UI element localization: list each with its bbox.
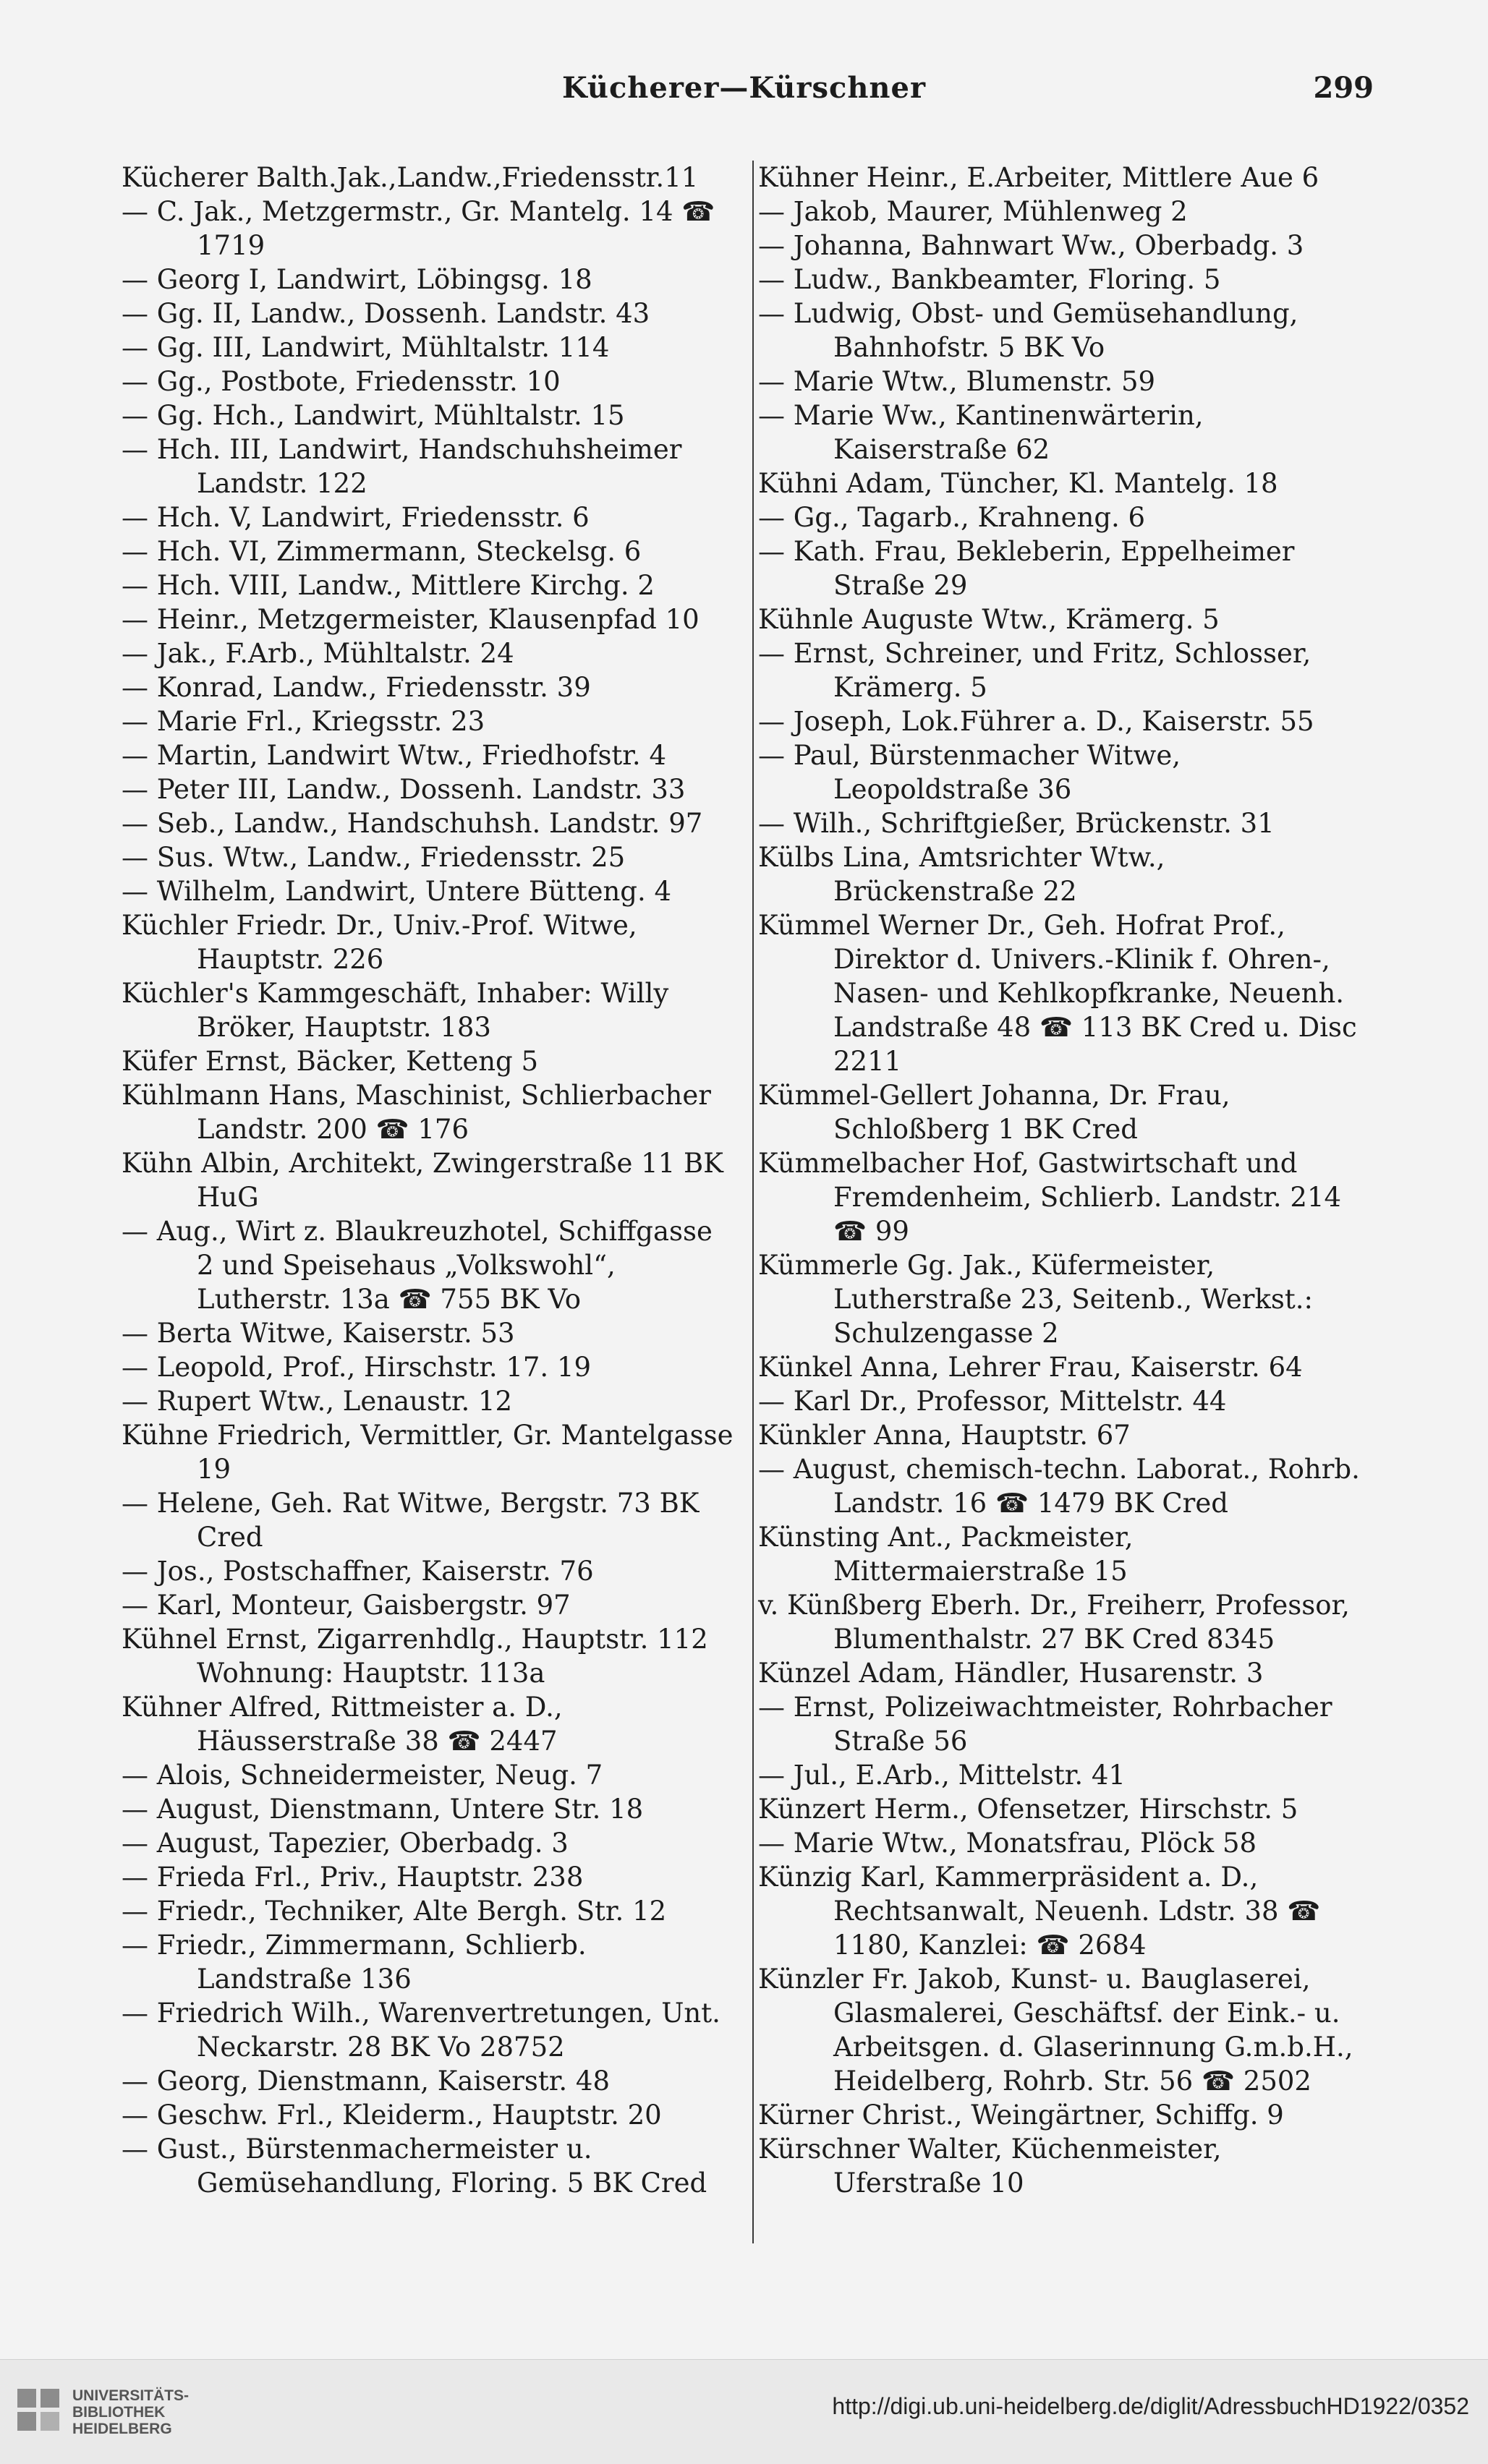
directory-entry: — Sus. Wtw., Landw., Friedensstr. 25 — [122, 842, 626, 873]
directory-entry: Kümmerle Gg. Jak., Küfermeister, Lutherstraße 23, Seitenb., Werkst.: Schulzengasse 2 — [758, 1250, 1314, 1349]
directory-entry: — C. Jak., Metzgermstr., Gr. Mantelg. 14 ☎ 1719 — [122, 196, 715, 261]
directory-entry: Kühner Alfred, Rittmeister a. D., Häusserstraße 38 ☎ 2447 — [122, 1692, 563, 1757]
directory-entry: — Marie Wtw., Blumenstr. 59 — [758, 366, 1156, 397]
viewer-footer — [0, 2359, 1488, 2464]
directory-entry: — Karl, Monteur, Gaisbergstr. 97 — [122, 1590, 571, 1621]
directory-entry: Küchler's Kammgeschäft, Inhaber: Willy Bröker, Hauptstr. 183 — [122, 978, 669, 1043]
directory-entry: Kümmel Werner Dr., Geh. Hofrat Prof., Direktor d. Univers.-Klinik f. Ohren-, Nasen- und Kehlkopfkranke, Neuenh. Landstraße 48 ☎ 113 BK Cred u. Disc 2211 — [758, 910, 1357, 1077]
right-column — [758, 161, 1373, 2200]
directory-entry: Künzel Adam, Händler, Husarenstr. 3 — [758, 1658, 1264, 1689]
directory-entry: — Friedr., Techniker, Alte Bergh. Str. 12 — [122, 1896, 667, 1927]
directory-entry: — Aug., Wirt z. Blaukreuzhotel, Schiffgasse 2 und Speisehaus „Volkswohl“, Lutherstr. 13a ☎ 755 BK Vo — [122, 1216, 713, 1315]
directory-entry: — Heinr., Metzgermeister, Klausenpfad 10 — [122, 604, 700, 635]
directory-entry: — Rupert Wtw., Lenaustr. 12 — [122, 1386, 513, 1417]
directory-entry: Kühne Friedrich, Vermittler, Gr. Mantelgasse 19 — [122, 1420, 734, 1485]
directory-entry: Künkler Anna, Hauptstr. 67 — [758, 1420, 1131, 1451]
directory-entry: — Marie Frl., Kriegsstr. 23 — [122, 706, 485, 737]
directory-entry: Kürner Christ., Weingärtner, Schiffg. 9 — [758, 2099, 1284, 2131]
directory-entry: — Hch. VIII, Landw., Mittlere Kirchg. 2 — [122, 570, 655, 601]
directory-entry: — Hch. V, Landwirt, Friedensstr. 6 — [122, 502, 590, 533]
directory-entry: Künzert Herm., Ofensetzer, Hirschstr. 5 — [758, 1794, 1298, 1825]
directory-entry: — Gust., Bürstenmachermeister u. Gemüsehandlung, Floring. 5 BK Cred — [122, 2133, 707, 2199]
directory-entry: Kühni Adam, Tüncher, Kl. Mantelg. 18 — [758, 468, 1278, 499]
directory-entry: Kücherer Balth.Jak.,Landw.,Friedensstr.11 — [122, 162, 699, 193]
directory-entry: — Jos., Postschaffner, Kaiserstr. 76 — [122, 1556, 594, 1587]
directory-entry: Kühn Albin, Architekt, Zwingerstraße 11 BK HuG — [122, 1148, 723, 1213]
directory-entry: — Alois, Schneidermeister, Neug. 7 — [122, 1760, 603, 1791]
directory-entry: — Jakob, Maurer, Mühlenweg 2 — [758, 196, 1188, 227]
directory-entry: — Friedr., Zimmermann, Schlierb. Landstraße 136 — [122, 1930, 587, 1995]
directory-entry: — Marie Ww., Kantinenwärterin, Kaiserstraße 62 — [758, 400, 1204, 465]
directory-entry: — Hch. III, Landwirt, Handschuhsheimer Landstr. 122 — [122, 434, 682, 499]
directory-entry: — Jak., F.Arb., Mühltalstr. 24 — [122, 638, 514, 669]
source-url[interactable]: http://digi.ub.uni-heidelberg.de/diglit/AdressbuchHD1922/0352 — [832, 2393, 1469, 2419]
left-column — [122, 161, 736, 2200]
directory-entry: Künzler Fr. Jakob, Kunst- u. Bauglaserei, Glasmalerei, Geschäftsf. der Eink.- u. Arbeitsgen. d. Glaserinnung G.m.b.H., Heidelberg, Rohrb. Str. 56 ☎ 2502 — [758, 1964, 1353, 2097]
directory-entry: — Marie Wtw., Monatsfrau, Plöck 58 — [758, 1828, 1257, 1859]
directory-entry: — Seb., Landw., Handschuhsh. Landstr. 97 — [122, 808, 703, 839]
directory-entry: Künzig Karl, Kammerpräsident a. D., Rechtsanwalt, Neuenh. Ldstr. 38 ☎ 1180, Kanzlei: ☎ 2684 — [758, 1862, 1321, 1961]
directory-entry: — Helene, Geh. Rat Witwe, Bergstr. 73 BK Cred — [122, 1488, 700, 1553]
directory-entry: — Ludwig, Obst- und Gemüsehandlung, Bahnhofstr. 5 BK Vo — [758, 298, 1298, 363]
directory-entry: Kürschner Walter, Küchenmeister, Uferstraße 10 — [758, 2133, 1222, 2199]
directory-entry: — Ernst, Polizeiwachtmeister, Rohrbacher Straße 56 — [758, 1692, 1332, 1757]
directory-entry: — Geschw. Frl., Kleiderm., Hauptstr. 20 — [122, 2099, 662, 2131]
directory-entry: Külbs Lina, Amtsrichter Wtw., Brückenstraße 22 — [758, 842, 1165, 907]
directory-entry: — Gg., Tagarb., Krahneng. 6 — [758, 502, 1146, 533]
directory-entry: Kühnle Auguste Wtw., Krämerg. 5 — [758, 604, 1220, 635]
directory-entry: Künkel Anna, Lehrer Frau, Kaiserstr. 64 — [758, 1352, 1303, 1383]
directory-entry: Kümmelbacher Hof, Gastwirtschaft und Fremdenheim, Schlierb. Landstr. 214 ☎ 99 — [758, 1148, 1342, 1247]
directory-entry: — Paul, Bürstenmacher Witwe, Leopoldstraße 36 — [758, 740, 1181, 805]
directory-entry: — Wilh., Schriftgießer, Brückenstr. 31 — [758, 808, 1275, 839]
directory-entry: — Gg. Hch., Landwirt, Mühltalstr. 15 — [122, 400, 625, 431]
directory-entry: — August, chemisch-techn. Laborat., Rohrb. Landstr. 16 ☎ 1479 BK Cred — [758, 1454, 1360, 1519]
directory-entry: v. Künßberg Eberh. Dr., Freiherr, Professor, Blumenthalstr. 27 BK Cred 8345 — [758, 1590, 1350, 1655]
directory-entry: — Wilhelm, Landwirt, Untere Bütteng. 4 — [122, 876, 672, 907]
directory-entry: — Martin, Landwirt Wtw., Friedhofstr. 4 — [122, 740, 666, 771]
directory-entry: Küchler Friedr. Dr., Univ.-Prof. Witwe, Hauptstr. 226 — [122, 910, 637, 975]
directory-entry: — Gg. II, Landw., Dossenh. Landstr. 43 — [122, 298, 650, 329]
directory-entry: — August, Dienstmann, Untere Str. 18 — [122, 1794, 644, 1825]
page-header — [0, 71, 1488, 114]
library-logo-icon — [17, 2389, 61, 2432]
directory-entry: Küfer Ernst, Bäcker, Ketteng 5 — [122, 1046, 539, 1077]
directory-entry: — Kath. Frau, Bekleberin, Eppelheimer Straße 29 — [758, 536, 1295, 601]
directory-entry: — Georg, Dienstmann, Kaiserstr. 48 — [122, 2066, 610, 2097]
directory-entry: — Joseph, Lok.Führer a. D., Kaiserstr. 55 — [758, 706, 1314, 737]
directory-entry: — Peter III, Landw., Dossenh. Landstr. 33 — [122, 774, 686, 805]
page-number: 299 — [1313, 71, 1374, 105]
directory-entry: — August, Tapezier, Oberbadg. 3 — [122, 1828, 569, 1859]
directory-entry: Künsting Ant., Packmeister, Mittermaierstraße 15 — [758, 1522, 1134, 1587]
directory-entry: Kümmel-Gellert Johanna, Dr. Frau, Schloßberg 1 BK Cred — [758, 1080, 1230, 1145]
running-title: Kücherer—Kürschner — [561, 71, 927, 105]
directory-entry: — Frieda Frl., Priv., Hauptstr. 238 — [122, 1862, 584, 1893]
directory-entry: — Gg. III, Landwirt, Mühltalstr. 114 — [122, 332, 610, 363]
directory-entry: — Ernst, Schreiner, und Fritz, Schlosser, Krämerg. 5 — [758, 638, 1311, 703]
directory-entry: — Georg I, Landwirt, Löbingsg. 18 — [122, 264, 592, 295]
directory-entry: — Konrad, Landw., Friedensstr. 39 — [122, 672, 591, 703]
directory-entry: — Johanna, Bahnwart Ww., Oberbadg. 3 — [758, 230, 1304, 261]
directory-entry: — Leopold, Prof., Hirschstr. 17. 19 — [122, 1352, 592, 1383]
directory-entry: — Friedrich Wilh., Warenvertretungen, Unt. Neckarstr. 28 BK Vo 28752 — [122, 1998, 720, 2063]
library-name: UNIVERSITÄTS- BIBLIOTHEK HEIDELBERG — [72, 2387, 190, 2437]
directory-entry: Kühner Heinr., E.Arbeiter, Mittlere Aue 6 — [758, 162, 1319, 193]
directory-entry: — Berta Witwe, Kaiserstr. 53 — [122, 1318, 515, 1349]
directory-entry: — Hch. VI, Zimmermann, Steckelsg. 6 — [122, 536, 642, 567]
directory-entry: — Gg., Postbote, Friedensstr. 10 — [122, 366, 561, 397]
directory-entry: — Ludw., Bankbeamter, Floring. 5 — [758, 264, 1221, 295]
directory-entry: — Karl Dr., Professor, Mittelstr. 44 — [758, 1386, 1227, 1417]
directory-entry: Kühnel Ernst, Zigarrenhdlg., Hauptstr. 112 Wohnung: Hauptstr. 113a — [122, 1624, 708, 1689]
directory-entry: — Jul., E.Arb., Mittelstr. 41 — [758, 1760, 1126, 1791]
directory-entry: Kühlmann Hans, Maschinist, Schlierbacher Landstr. 200 ☎ 176 — [122, 1080, 711, 1145]
column-divider — [752, 161, 754, 2243]
